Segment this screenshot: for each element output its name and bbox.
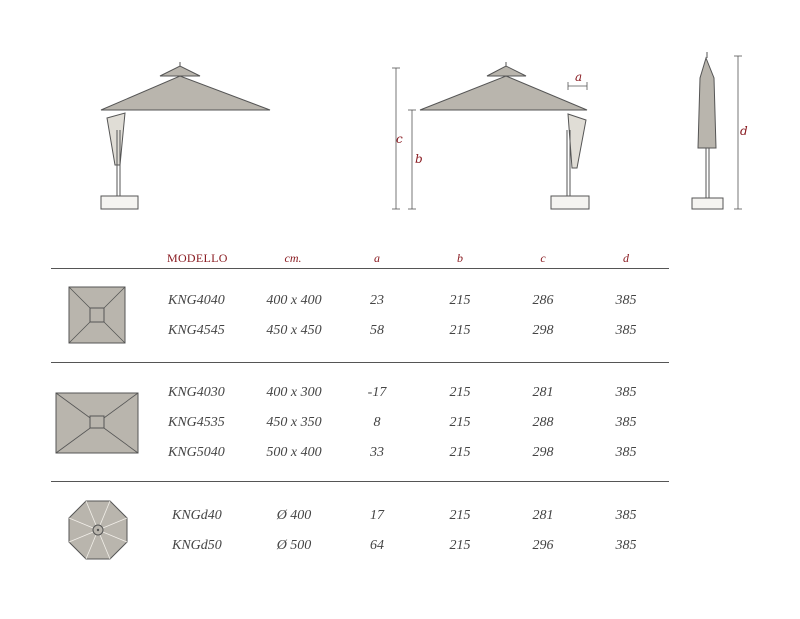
umbrella-open-side-view [420, 62, 589, 209]
header-b: b [457, 251, 463, 265]
umbrella-closed-view [692, 52, 723, 209]
row-d: 385 [615, 538, 637, 553]
octagon-canopy-icon [67, 499, 129, 561]
header-c: c [540, 251, 546, 265]
row-b: 215 [449, 385, 471, 400]
dimension-label-b: b [415, 152, 423, 166]
row-size: 450 x 350 [266, 415, 322, 430]
row-d: 385 [615, 508, 637, 523]
rectangle-canopy-icon [55, 392, 139, 454]
row-c: 298 [532, 323, 554, 338]
row-a: 8 [373, 415, 381, 430]
row-c: 286 [532, 293, 554, 308]
row-size: Ø 400 [276, 508, 312, 523]
row-b: 215 [449, 293, 471, 308]
row-d: 385 [615, 415, 637, 430]
square-canopy-icon [68, 286, 126, 344]
row-size: 400 x 300 [266, 385, 322, 400]
row-d: 385 [615, 385, 637, 400]
row-c: 281 [532, 385, 554, 400]
row-a: 23 [370, 293, 384, 308]
row-b: 215 [449, 415, 471, 430]
row-a: 58 [370, 323, 384, 338]
row-size: Ø 500 [276, 538, 312, 553]
row-a: -17 [367, 385, 387, 400]
row-size: 450 x 450 [266, 323, 322, 338]
table-rule-top [51, 268, 669, 269]
umbrella-elevation-drawings [0, 0, 800, 230]
row-model: KNG4545 [168, 323, 225, 338]
dimension-label-d: d [740, 124, 748, 138]
row-d: 385 [615, 293, 637, 308]
row-c: 288 [532, 415, 554, 430]
row-model: KNGd50 [172, 538, 222, 553]
row-model: KNG5040 [168, 445, 225, 460]
row-d: 385 [615, 323, 637, 338]
row-a: 33 [370, 445, 384, 460]
row-model: KNG4030 [168, 385, 225, 400]
row-d: 385 [615, 445, 637, 460]
table-rule-1 [51, 362, 669, 363]
header-model: MODELLO [167, 251, 228, 265]
row-b: 215 [449, 445, 471, 460]
row-b: 215 [449, 538, 471, 553]
row-size: 500 x 400 [266, 445, 322, 460]
row-c: 281 [532, 508, 554, 523]
dimension-label-a: a [575, 70, 583, 84]
row-c: 298 [532, 445, 554, 460]
dimension-label-c: c [396, 132, 403, 146]
row-b: 215 [449, 323, 471, 338]
row-model: KNG4040 [168, 293, 225, 308]
header-cm: cm. [284, 251, 302, 265]
row-a: 64 [370, 538, 384, 553]
row-b: 215 [449, 508, 471, 523]
row-model: KNG4535 [168, 415, 225, 430]
row-a: 17 [370, 508, 384, 523]
table-rule-2 [51, 481, 669, 482]
header-d: d [623, 251, 629, 265]
row-model: KNGd40 [172, 508, 222, 523]
row-size: 400 x 400 [266, 293, 322, 308]
umbrella-open-front-view [101, 62, 270, 209]
row-c: 296 [532, 538, 554, 553]
header-a: a [374, 251, 380, 265]
